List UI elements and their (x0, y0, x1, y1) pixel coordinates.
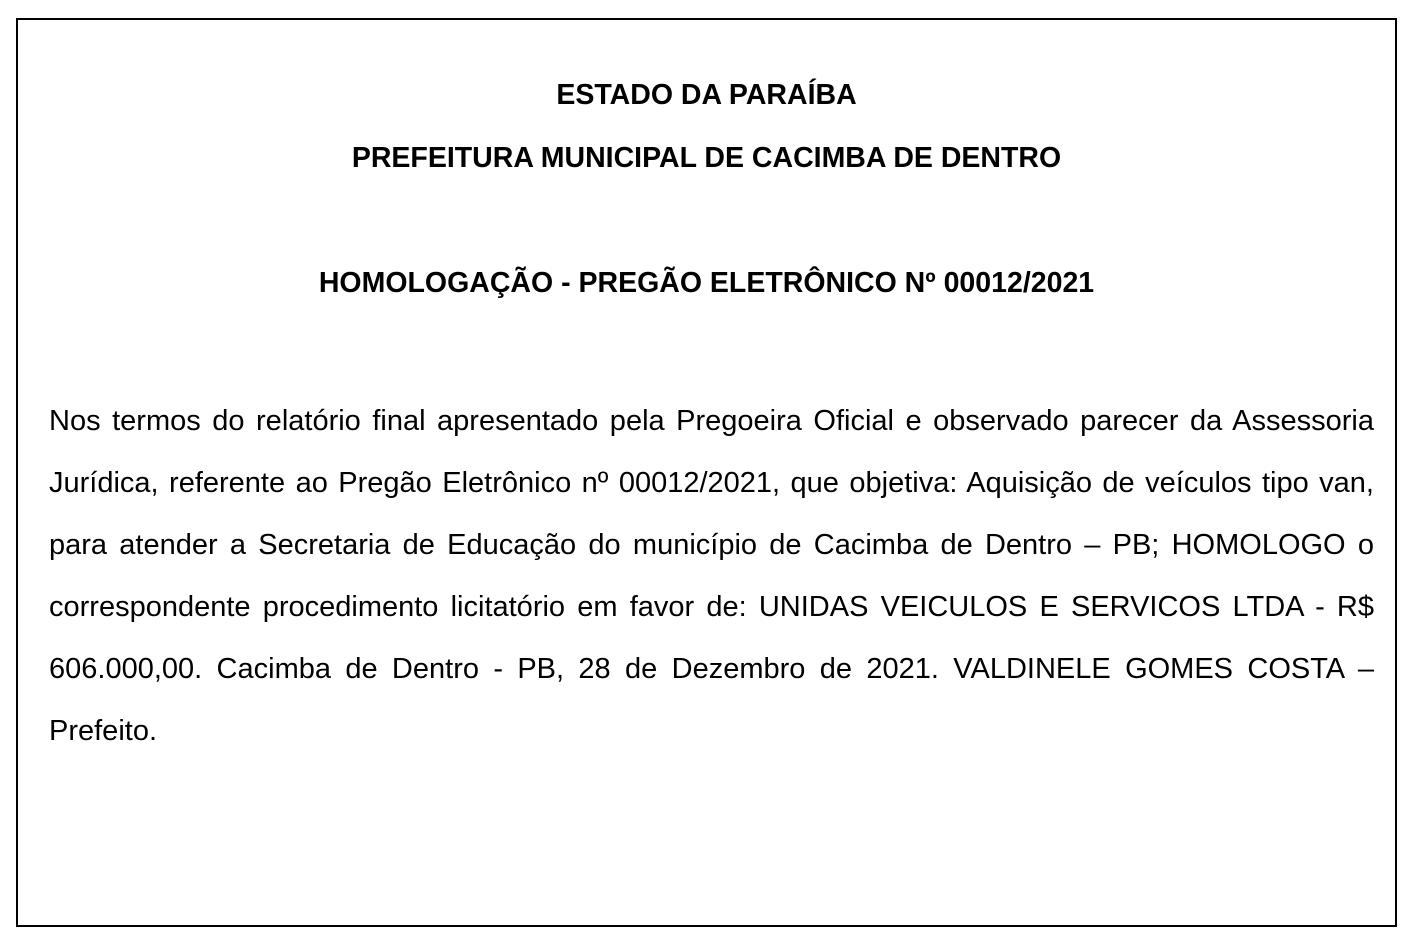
notice-title: HOMOLOGAÇÃO - PREGÃO ELETRÔNICO Nº 00012/2021 (318, 267, 1095, 299)
state-heading: ESTADO DA PARAÍBA (556, 79, 857, 111)
municipality-heading: PREFEITURA MUNICIPAL DE CACIMBA DE DENTRO (351, 142, 1062, 174)
notice-frame (16, 18, 1397, 927)
notice-body-paragraph: Nos termos do relatório final apresentado pela Pregoeira Oficial e observado parecer da Assessoria Jurídica, referente ao Pregão Eletrônico nº 00012/2021, que objetiva: Aquisição de veículos tipo van, para atender a Secretaria de Educação do município de Cacimba de Dentro – PB; HOMOLOGO o correspondente procedimento licitatório em favor de: UNIDAS VEICULOS E SERVICOS LTDA - R$ 606.000,00. Cacimba de Dentro - PB, 28 de Dezembro de 2021. VALDINELE GOMES COSTA – Prefeito. (49, 405, 1374, 747)
